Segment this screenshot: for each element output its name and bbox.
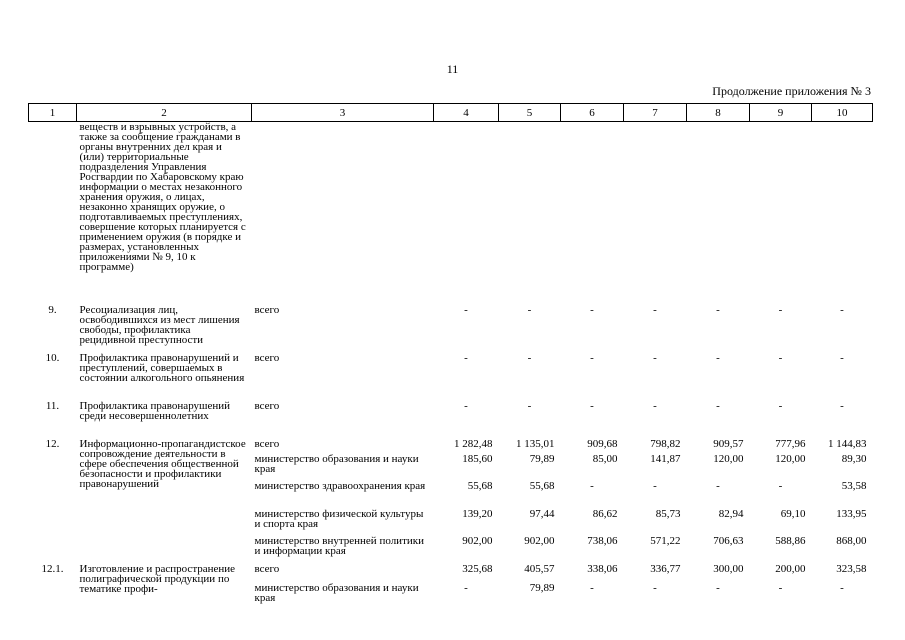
budget-table [28, 103, 873, 607]
value-cell: - [590, 399, 594, 412]
value-cell: 86,62 [592, 507, 618, 520]
value-cell: 69,10 [780, 507, 806, 520]
row-number: 12.1. [41, 562, 64, 575]
table-row [29, 353, 873, 401]
header-cell: 4 [434, 104, 499, 122]
value-cell: - [653, 303, 657, 316]
value-cell: - [716, 351, 720, 364]
measure-name: Ресоциализация лиц, освободившихся из мест лишения свободы, профилактика рецидивной преступности [79, 303, 240, 346]
table-row [29, 305, 873, 353]
value-cell: - [527, 303, 532, 316]
value-cell: 185,60 [462, 452, 493, 465]
value-cell: 120,00 [775, 452, 806, 465]
value-cell: - [778, 399, 783, 412]
value-cell: 706,63 [713, 534, 744, 547]
value-cell: - [653, 399, 657, 412]
table-row [29, 564, 873, 583]
funding-source: всего [254, 351, 280, 364]
value-cell: 200,00 [775, 562, 806, 575]
value-cell: - [840, 303, 844, 316]
value-cell: - [464, 399, 468, 412]
value-cell [499, 122, 561, 305]
row-number: 9. [48, 303, 57, 316]
value-cell: 902,00 [524, 534, 555, 547]
funding-source: всего [254, 437, 280, 450]
funding-source: всего [254, 303, 280, 316]
value-cell: - [464, 351, 468, 364]
value-cell: 1 282,48 [454, 437, 493, 450]
value-cell: 902,00 [462, 534, 493, 547]
value-cell: - [590, 479, 594, 492]
value-cell: 139,20 [462, 507, 493, 520]
value-cell: 85,00 [592, 452, 618, 465]
value-cell: 55,68 [529, 479, 555, 492]
value-cell: 777,96 [775, 437, 806, 450]
value-cell: 338,06 [587, 562, 618, 575]
value-cell [812, 122, 873, 305]
row-number: 10. [45, 351, 60, 364]
table-row [29, 401, 873, 439]
funding-source: всего [254, 562, 280, 575]
table-row [29, 122, 873, 305]
value-cell: 79,89 [529, 581, 555, 594]
header-cell: 10 [812, 104, 873, 122]
funding-source: министерство здравоохранения края [254, 479, 426, 492]
value-cell: 325,68 [462, 562, 493, 575]
value-cell: - [840, 351, 844, 364]
header-cell: 9 [750, 104, 812, 122]
value-cell: - [716, 581, 720, 594]
value-cell: - [590, 581, 594, 594]
measure-name: Профилактика правонарушений среди несовершеннолетних [79, 399, 231, 422]
value-cell: 85,73 [655, 507, 681, 520]
value-cell: 405,57 [524, 562, 555, 575]
header-cell: 2 [77, 104, 252, 122]
header-cell: 1 [29, 104, 77, 122]
value-cell: 133,95 [836, 507, 867, 520]
value-cell: - [653, 479, 657, 492]
value-cell: - [653, 351, 657, 364]
value-cell: - [527, 351, 532, 364]
value-cell: 909,57 [713, 437, 744, 450]
value-cell: - [590, 351, 594, 364]
value-cell: - [716, 303, 720, 316]
header-row [29, 104, 873, 122]
funding-source: всего [254, 399, 280, 412]
continuation-label: Продолжение приложения № 3 [712, 84, 871, 98]
value-cell: - [590, 303, 594, 316]
measure-name: Изготовление и распространение полиграфической продукции по тематике профи- [79, 562, 236, 595]
value-cell: - [653, 581, 657, 594]
page-number: 11 [446, 62, 459, 76]
value-cell: - [778, 303, 783, 316]
measure-name: Профилактика правонарушений и преступлений, совершаемых в состоянии алкогольного опьянения [79, 351, 245, 384]
value-cell [561, 122, 624, 305]
funding-source: министерство образования и науки края [254, 452, 419, 475]
header-cell: 5 [499, 104, 561, 122]
header-cell: 8 [687, 104, 750, 122]
measure-name: Информационно-пропагандистское сопровождение деятельности в сфере обеспечения общественной безопасности и профилактики правонарушений [79, 437, 246, 490]
header-cell: 6 [561, 104, 624, 122]
value-cell: 868,00 [836, 534, 867, 547]
value-cell: - [716, 479, 720, 492]
value-cell: - [840, 399, 844, 412]
funding-source: министерство физической культуры и спорта края [254, 507, 424, 530]
value-cell: 89,30 [841, 452, 867, 465]
value-cell: 120,00 [713, 452, 744, 465]
value-cell: - [778, 351, 783, 364]
header-cell: 7 [624, 104, 687, 122]
value-cell: 909,68 [587, 437, 618, 450]
funding-source: министерство образования и науки края [254, 581, 419, 604]
funding-source [252, 122, 434, 305]
value-cell: 97,44 [529, 507, 555, 520]
value-cell: 79,89 [529, 452, 555, 465]
value-cell: 141,87 [650, 452, 681, 465]
value-cell: 1 135,01 [516, 437, 555, 450]
value-cell [687, 122, 750, 305]
value-cell [624, 122, 687, 305]
value-cell: 53,58 [841, 479, 867, 492]
header-cell: 3 [252, 104, 434, 122]
row-number: 12. [45, 437, 60, 450]
value-cell: - [716, 399, 720, 412]
value-cell: 798,82 [650, 437, 681, 450]
value-cell: - [464, 581, 468, 594]
table-row [29, 439, 873, 454]
value-cell: 336,77 [650, 562, 681, 575]
value-cell: 55,68 [467, 479, 493, 492]
value-cell: - [778, 479, 783, 492]
value-cell: 738,06 [587, 534, 618, 547]
value-cell: - [464, 303, 468, 316]
value-cell: 1 144,83 [828, 437, 867, 450]
value-cell: - [778, 581, 783, 594]
value-cell: 571,22 [650, 534, 681, 547]
value-cell [750, 122, 812, 305]
measure-name: веществ и взрывных устройств, а также за сообщение гражданами в органы внутренних дел края и (или) территориальные подразделения Управления Росгвардии по Хабаровскому краю информации о местах незаконного хранения оружия, о лицах, незаконно хранящих оружие, о подготавливаемых преступлениях, совершение которых планируется с применением оружия (в порядке и размерах, установленных приложениями № 9, 10 к программе) [79, 121, 246, 273]
row-number: 11. [45, 399, 60, 412]
value-cell: 323,58 [836, 562, 867, 575]
value-cell: - [527, 399, 532, 412]
funding-source: министерство внутренней политики и информации края [254, 534, 424, 557]
value-cell: 300,00 [713, 562, 744, 575]
value-cell: 82,94 [718, 507, 744, 520]
value-cell: - [840, 581, 844, 594]
value-cell: 588,86 [775, 534, 806, 547]
row-number [29, 122, 77, 305]
value-cell [434, 122, 499, 305]
